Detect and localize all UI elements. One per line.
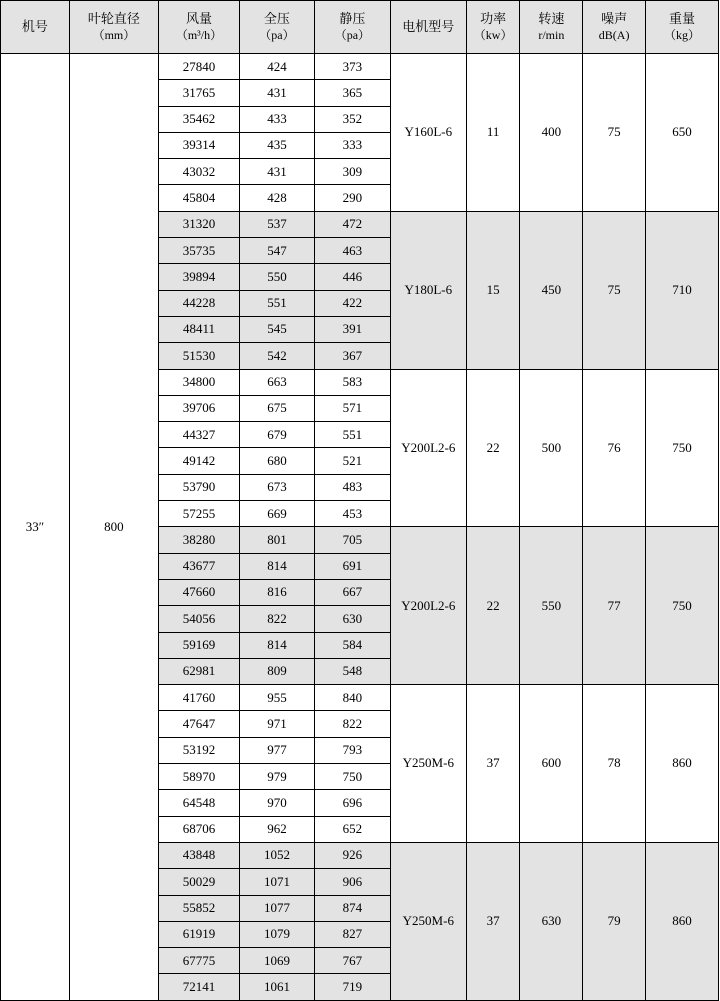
- cell-static-pressure: 840: [314, 685, 390, 711]
- cell-static-pressure: 696: [314, 790, 390, 816]
- cell-air-volume: 53790: [158, 474, 239, 500]
- cell-total-pressure: 1061: [239, 974, 314, 1000]
- cell-total-pressure: 435: [239, 132, 314, 158]
- cell-static-pressure: 391: [314, 316, 390, 342]
- cell-total-pressure: 669: [239, 501, 314, 527]
- cell-total-pressure: 663: [239, 369, 314, 395]
- cell-noise: 75: [583, 54, 646, 212]
- cell-static-pressure: 691: [314, 553, 390, 579]
- cell-static-pressure: 352: [314, 106, 390, 132]
- cell-speed: 550: [520, 527, 583, 685]
- header-machine-no: 机号: [1, 1, 70, 54]
- cell-speed: 400: [520, 54, 583, 212]
- cell-total-pressure: 955: [239, 685, 314, 711]
- table-row: [1, 54, 719, 80]
- cell-power: 15: [466, 211, 520, 369]
- table-body: [1, 54, 719, 1001]
- cell-total-pressure: 814: [239, 553, 314, 579]
- cell-air-volume: 43032: [158, 159, 239, 185]
- cell-total-pressure: 971: [239, 711, 314, 737]
- cell-static-pressure: 822: [314, 711, 390, 737]
- cell-power: 37: [466, 842, 520, 1000]
- cell-total-pressure: 433: [239, 106, 314, 132]
- cell-total-pressure: 428: [239, 185, 314, 211]
- cell-noise: 75: [583, 211, 646, 369]
- cell-total-pressure: 979: [239, 764, 314, 790]
- cell-air-volume: 27840: [158, 54, 239, 80]
- cell-static-pressure: 446: [314, 264, 390, 290]
- cell-air-volume: 53192: [158, 737, 239, 763]
- cell-motor-model: Y180L-6: [390, 211, 466, 369]
- cell-static-pressure: 667: [314, 579, 390, 605]
- cell-static-pressure: 630: [314, 606, 390, 632]
- cell-motor-model: Y250M-6: [390, 685, 466, 843]
- cell-power: 37: [466, 685, 520, 843]
- cell-total-pressure: 1069: [239, 948, 314, 974]
- cell-air-volume: 62981: [158, 658, 239, 684]
- cell-total-pressure: 545: [239, 316, 314, 342]
- cell-total-pressure: 424: [239, 54, 314, 80]
- cell-static-pressure: 793: [314, 737, 390, 763]
- cell-total-pressure: 679: [239, 422, 314, 448]
- cell-air-volume: 31765: [158, 80, 239, 106]
- cell-air-volume: 64548: [158, 790, 239, 816]
- cell-air-volume: 34800: [158, 369, 239, 395]
- cell-static-pressure: 548: [314, 658, 390, 684]
- cell-air-volume: 35462: [158, 106, 239, 132]
- cell-static-pressure: 767: [314, 948, 390, 974]
- cell-motor-model: Y200L2-6: [390, 369, 466, 527]
- cell-air-volume: 72141: [158, 974, 239, 1000]
- header-impeller-diameter: 叶轮直径 （mm）: [69, 1, 158, 54]
- cell-static-pressure: 874: [314, 895, 390, 921]
- cell-air-volume: 44327: [158, 422, 239, 448]
- cell-total-pressure: 816: [239, 579, 314, 605]
- cell-total-pressure: 551: [239, 290, 314, 316]
- cell-air-volume: 47647: [158, 711, 239, 737]
- cell-static-pressure: 521: [314, 448, 390, 474]
- cell-air-volume: 49142: [158, 448, 239, 474]
- cell-static-pressure: 906: [314, 869, 390, 895]
- cell-air-volume: 57255: [158, 501, 239, 527]
- cell-noise: 76: [583, 369, 646, 527]
- cell-air-volume: 39314: [158, 132, 239, 158]
- cell-air-volume: 41760: [158, 685, 239, 711]
- cell-air-volume: 43848: [158, 842, 239, 868]
- cell-static-pressure: 367: [314, 343, 390, 369]
- header-total-pressure: 全压 （pa）: [239, 1, 314, 54]
- cell-motor-model: Y160L-6: [390, 54, 466, 212]
- cell-air-volume: 51530: [158, 343, 239, 369]
- cell-air-volume: 35735: [158, 238, 239, 264]
- cell-speed: 450: [520, 211, 583, 369]
- header-motor-model: 电机型号: [390, 1, 466, 54]
- cell-air-volume: 44228: [158, 290, 239, 316]
- cell-total-pressure: 822: [239, 606, 314, 632]
- cell-air-volume: 43677: [158, 553, 239, 579]
- cell-air-volume: 39894: [158, 264, 239, 290]
- cell-power: 22: [466, 369, 520, 527]
- cell-air-volume: 31320: [158, 211, 239, 237]
- cell-static-pressure: 333: [314, 132, 390, 158]
- cell-power: 11: [466, 54, 520, 212]
- cell-motor-model: Y250M-6: [390, 842, 466, 1000]
- cell-air-volume: 59169: [158, 632, 239, 658]
- cell-weight: 750: [646, 369, 719, 527]
- header-row: [1, 1, 719, 54]
- cell-total-pressure: 962: [239, 816, 314, 842]
- cell-total-pressure: 809: [239, 658, 314, 684]
- cell-static-pressure: 652: [314, 816, 390, 842]
- cell-static-pressure: 551: [314, 422, 390, 448]
- cell-weight: 710: [646, 211, 719, 369]
- header-static-pressure: 静压 （pa）: [314, 1, 390, 54]
- cell-static-pressure: 750: [314, 764, 390, 790]
- cell-air-volume: 47660: [158, 579, 239, 605]
- cell-static-pressure: 373: [314, 54, 390, 80]
- cell-noise: 79: [583, 842, 646, 1000]
- cell-total-pressure: 1052: [239, 842, 314, 868]
- cell-static-pressure: 453: [314, 501, 390, 527]
- cell-speed: 630: [520, 842, 583, 1000]
- cell-air-volume: 55852: [158, 895, 239, 921]
- cell-total-pressure: 970: [239, 790, 314, 816]
- cell-air-volume: 48411: [158, 316, 239, 342]
- header-power: 功率 （kw）: [466, 1, 520, 54]
- cell-speed: 600: [520, 685, 583, 843]
- cell-total-pressure: 537: [239, 211, 314, 237]
- cell-total-pressure: 814: [239, 632, 314, 658]
- cell-noise: 78: [583, 685, 646, 843]
- cell-total-pressure: 1071: [239, 869, 314, 895]
- cell-total-pressure: 1079: [239, 921, 314, 947]
- cell-static-pressure: 583: [314, 369, 390, 395]
- cell-air-volume: 50029: [158, 869, 239, 895]
- cell-static-pressure: 463: [314, 238, 390, 264]
- header-noise: 噪声 dB(A): [583, 1, 646, 54]
- cell-static-pressure: 827: [314, 921, 390, 947]
- cell-static-pressure: 483: [314, 474, 390, 500]
- header-weight: 重量 （kg）: [646, 1, 719, 54]
- cell-static-pressure: 705: [314, 527, 390, 553]
- cell-speed: 500: [520, 369, 583, 527]
- cell-total-pressure: 431: [239, 159, 314, 185]
- cell-weight: 860: [646, 685, 719, 843]
- cell-machine-no: 33″: [1, 54, 70, 1001]
- cell-static-pressure: 309: [314, 159, 390, 185]
- cell-air-volume: 54056: [158, 606, 239, 632]
- cell-power: 22: [466, 527, 520, 685]
- cell-total-pressure: 977: [239, 737, 314, 763]
- cell-air-volume: 38280: [158, 527, 239, 553]
- cell-total-pressure: 680: [239, 448, 314, 474]
- cell-weight: 650: [646, 54, 719, 212]
- cell-total-pressure: 431: [239, 80, 314, 106]
- cell-static-pressure: 571: [314, 395, 390, 421]
- cell-static-pressure: 290: [314, 185, 390, 211]
- cell-air-volume: 61919: [158, 921, 239, 947]
- cell-air-volume: 58970: [158, 764, 239, 790]
- cell-total-pressure: 801: [239, 527, 314, 553]
- cell-total-pressure: 673: [239, 474, 314, 500]
- cell-motor-model: Y200L2-6: [390, 527, 466, 685]
- cell-static-pressure: 719: [314, 974, 390, 1000]
- cell-total-pressure: 542: [239, 343, 314, 369]
- header-air-volume: 风量 （m³/h）: [158, 1, 239, 54]
- cell-static-pressure: 422: [314, 290, 390, 316]
- table-header: [1, 1, 719, 54]
- cell-static-pressure: 472: [314, 211, 390, 237]
- cell-air-volume: 67775: [158, 948, 239, 974]
- cell-weight: 860: [646, 842, 719, 1000]
- cell-static-pressure: 365: [314, 80, 390, 106]
- cell-total-pressure: 550: [239, 264, 314, 290]
- cell-total-pressure: 547: [239, 238, 314, 264]
- cell-noise: 77: [583, 527, 646, 685]
- cell-total-pressure: 675: [239, 395, 314, 421]
- cell-total-pressure: 1077: [239, 895, 314, 921]
- header-speed: 转速 r/min: [520, 1, 583, 54]
- cell-air-volume: 68706: [158, 816, 239, 842]
- cell-static-pressure: 926: [314, 842, 390, 868]
- cell-weight: 750: [646, 527, 719, 685]
- cell-impeller-diameter: 800: [69, 54, 158, 1001]
- cell-air-volume: 45804: [158, 185, 239, 211]
- cell-static-pressure: 584: [314, 632, 390, 658]
- cell-air-volume: 39706: [158, 395, 239, 421]
